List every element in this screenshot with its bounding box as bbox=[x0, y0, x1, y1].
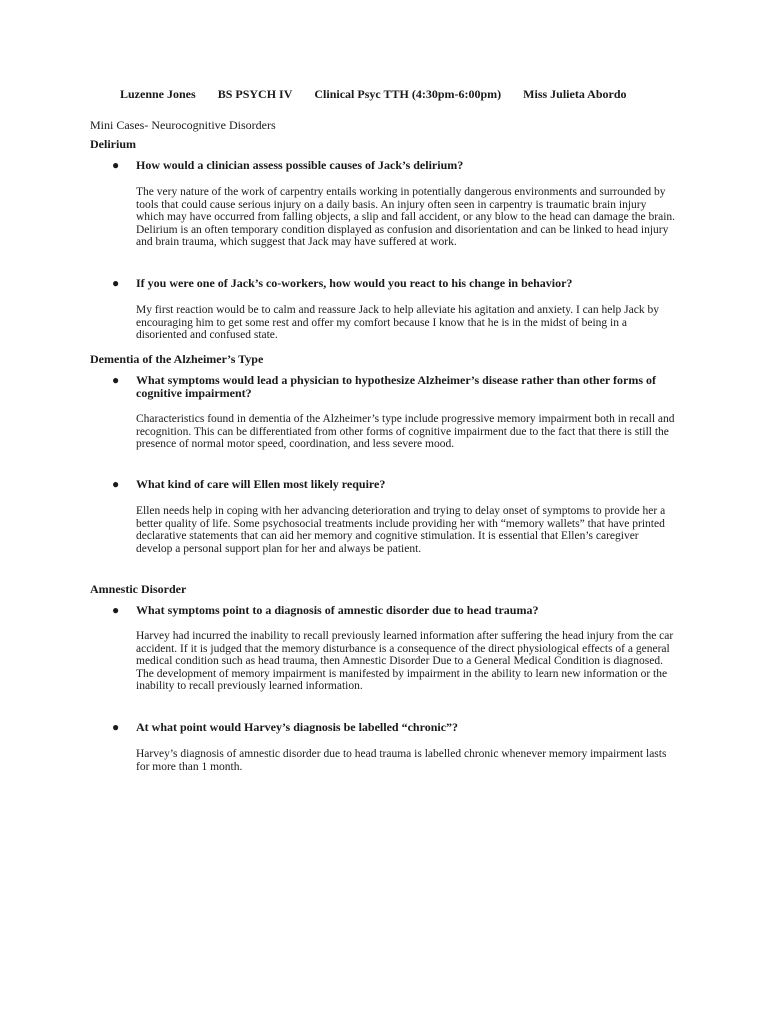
class-schedule: Clinical Psyc TTH (4:30pm-6:00pm) bbox=[314, 87, 502, 101]
question-text: At what point would Harvey’s diagnosis be labelled “chronic”? bbox=[136, 720, 459, 734]
teacher-name: Miss Julieta Abordo bbox=[523, 87, 627, 101]
course-name: BS PSYCH IV bbox=[217, 87, 293, 101]
answer-text: Harvey’s diagnosis of amnestic disorder due to head trauma is labelled chronic whenever memory impairment lasts for more than 1 month. bbox=[136, 748, 667, 773]
question-text: What symptoms point to a diagnosis of amnestic disorder due to head trauma? bbox=[136, 603, 539, 617]
student-name: Luzenne Jones bbox=[120, 87, 196, 101]
bullet-icon: ● bbox=[112, 603, 120, 617]
question-item bbox=[112, 721, 672, 734]
question-text: How would a clinician assess possible causes of Jack’s delirium? bbox=[136, 158, 464, 172]
answer-text: My first reaction would be to calm and reassure Jack to help alleviate his agitation and anxiety. I can help Jack by encouraging him to get some rest and offer my comfort because I know that he is in the midst of being in a disoriented and confused state. bbox=[136, 304, 659, 342]
bullet-icon: ● bbox=[112, 373, 120, 387]
answer-text: Characteristics found in dementia of the Alzheimer’s type include progressive memory impairment both in recall and recognition. This can be differentiated from other forms of cognitive impairment due to the fact that there is still the presence of normal motor speed, coordination, and less severe mood. bbox=[136, 413, 675, 451]
bullet-icon: ● bbox=[112, 158, 120, 172]
bullet-icon: ● bbox=[112, 720, 120, 734]
question-item bbox=[112, 277, 672, 290]
section-heading-dementia: Dementia of the Alzheimer’s Type bbox=[90, 352, 264, 366]
answer-text: Harvey had incurred the inability to recall previously learned information after suffering the head injury from the car accident. If it is judged that the memory disturbance is a consequence of the direct physiological effects of a general medical condition such as head trauma, then Amnestic Disorder Due to a General Medical Condition is diagnosed. The development of memory impairment is manifested by impairment in the ability to learn new information or the inability to recall previously learned information. bbox=[136, 630, 674, 693]
document-title: Mini Cases- Neurocognitive Disorders bbox=[90, 118, 276, 132]
bullet-icon: ● bbox=[112, 477, 120, 491]
question-item bbox=[112, 478, 672, 491]
question-item bbox=[112, 159, 672, 172]
question-text: What symptoms would lead a physician to hypothesize Alzheimer’s disease rather than other forms of cognitive impairment? bbox=[136, 373, 656, 400]
answer-text: Ellen needs help in coping with her advancing deterioration and trying to delay onset of symptoms to provide her a better quality of life. Some psychosocial treatments include providing her with “memory wallets” that have printed declarative statements that can aid her memory and cognitive stimulation. It is essential that Ellen’s caregiver develop a personal support plan for her and always be patient. bbox=[136, 505, 666, 555]
answer-text: The very nature of the work of carpentry entails working in potentially dangerous environments and surrounded by tools that could cause serious injury on a daily basis. An injury often seen in carpentry is traumatic brain injury which may have occurred from falling objects, a slip and fall accident, or any blow to the head can damage the brain. Delirium is an often temporary condition displayed as confusion and disorientation and can be linked to head injury and brain trauma, which suggest that Jack may have suffered at work. bbox=[136, 186, 676, 249]
section-heading-amnestic: Amnestic Disorder bbox=[90, 582, 187, 596]
section-heading-delirium: Delirium bbox=[90, 137, 136, 151]
question-text: If you were one of Jack’s co-workers, how would you react to his change in behavior? bbox=[136, 276, 573, 290]
document-header bbox=[108, 72, 627, 117]
question-text: What kind of care will Ellen most likely require? bbox=[136, 477, 386, 491]
bullet-icon: ● bbox=[112, 276, 120, 290]
question-item bbox=[112, 374, 672, 400]
question-item bbox=[112, 604, 672, 617]
